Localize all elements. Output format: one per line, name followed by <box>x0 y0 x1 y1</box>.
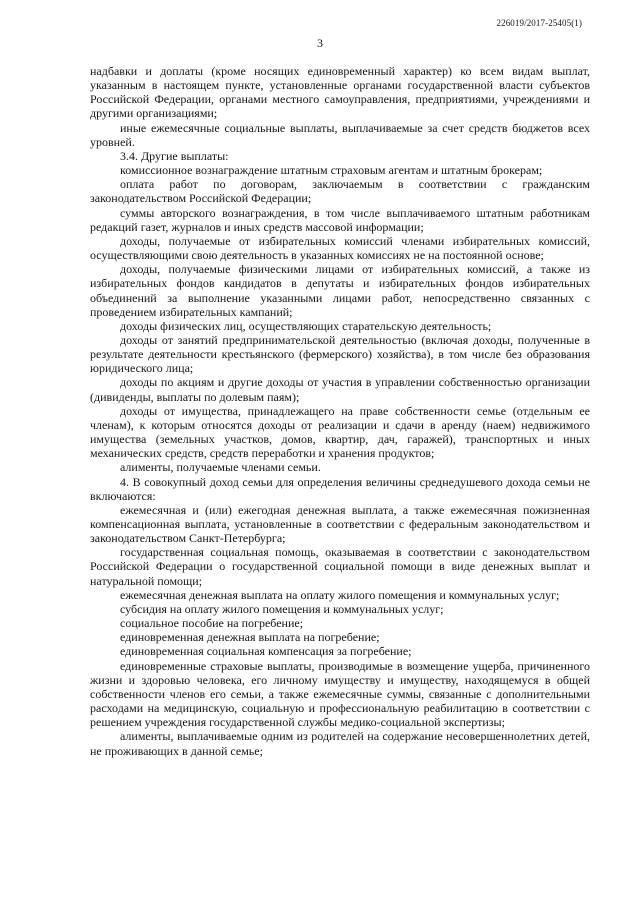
paragraph: доходы от имущества, принадлежащего на праве собственности семье (отдельным ее членам), к которым относятся доходы от реализации и сдачи в аренду (наем) недвижимого имущества (земельных участков, домов, квартир, дач, гаражей), транспортных и иных механических средств, средств переработки и хранения продуктов; <box>90 403 590 461</box>
page-number: 3 <box>317 36 323 50</box>
paragraph: единовременные страховые выплаты, производимые в возмещение ущерба, причиненного жизни и здоровью человека, его личному имуществу и имуществу, находящемуся в общей собственности членов его семьи, а также ежемесячные суммы, связанные с дополнительными расходами на медицинскую, социальную и профессиональную реабилитацию в соответствии с решением учреждения государственной службы медико-социальной экспертизы; <box>90 658 590 730</box>
section-heading: 3.4. Другие выплаты: <box>120 148 229 163</box>
paragraph: доходы от занятий предпринимательской деятельностью (включая доходы, полученные в результате деятельности крестьянского (фермерского) хозяйства), в том числе без образования юридического лица; <box>90 332 590 376</box>
document-id: 226019/2017-25405(1) <box>496 18 582 28</box>
paragraph: доходы, получаемые физическими лицами от избирательных комиссий, а также из избирательных фондов кандидатов в депутаты и избирательных фондов избирательных объединений за выполнение указанными лицами работ, непосредственно связанных с проведением избирательных кампаний; <box>90 262 590 319</box>
paragraph: доходы, получаемые от избирательных комиссий членами избирательных комиссий, осуществляющими свою деятельность в указанных комиссиях не на постоянной основе; <box>90 233 590 263</box>
paragraph: доходы физических лиц, осуществляющих старательскую деятельность; <box>120 318 492 333</box>
paragraph: иные ежемесячные социальные выплаты, выплачиваемые за счет средств бюджетов всех уровней. <box>90 120 590 149</box>
paragraph: алименты, выплачиваемые одним из родителей на содержание несовершеннолетних детей, не проживающих в данной семье; <box>90 729 590 758</box>
paragraph: государственная социальная помощь, оказываемая в соответствии с законодательством Российской Федерации о государственной социальной помощи в виде денежных выплат и натуральной помощи; <box>90 545 590 588</box>
paragraph: ежемесячная денежная выплата на оплату жилого помещения и коммунальных услуг; <box>120 587 560 602</box>
paragraph: единовременная социальная компенсация за погребение; <box>120 644 412 659</box>
paragraph: социальное пособие на погребение; <box>120 616 304 631</box>
paragraph: комиссионное вознаграждение штатным страховым агентам и штатным брокерам; <box>120 163 543 178</box>
paragraph: суммы авторского вознаграждения, в том числе выплачиваемого штатным работникам редакций газет, журналов и иных средств массовой информации; <box>90 205 590 234</box>
paragraph: надбавки и доплаты (кроме носящих единовременный характер) ко всем видам выплат, указанным в настоящем пункте, установленные органами государственной власти субъектов Российской Федерации, органами местного самоуправления, предприятиями, учреждениями и другими организациями; <box>90 64 590 121</box>
document-body <box>90 64 590 758</box>
paragraph: ежемесячная и (или) ежегодная денежная выплата, а также ежемесячная пожизненная компенсационная выплата, установленные в соответствии с федеральным законодательством и законодательством Санкт-Петербурга; <box>90 502 590 546</box>
section-heading: 4. В совокупный доход семьи для определения величины среднедушевого дохода семьи не включаются: <box>90 474 590 503</box>
paragraph: оплата работ по договорам, заключаемым в соответствии с гражданским законодательством Российской Федерации; <box>90 177 590 206</box>
paragraph: доходы по акциям и другие доходы от участия в управлении собственностью организации (дивиденды, выплаты по долевым паям); <box>90 375 590 404</box>
paragraph: алименты, получаемые членами семьи. <box>120 460 321 475</box>
paragraph: субсидия на оплату жилого помещения и коммунальных услуг; <box>120 601 444 616</box>
paragraph: единовременная денежная выплата на погребение; <box>120 630 380 645</box>
